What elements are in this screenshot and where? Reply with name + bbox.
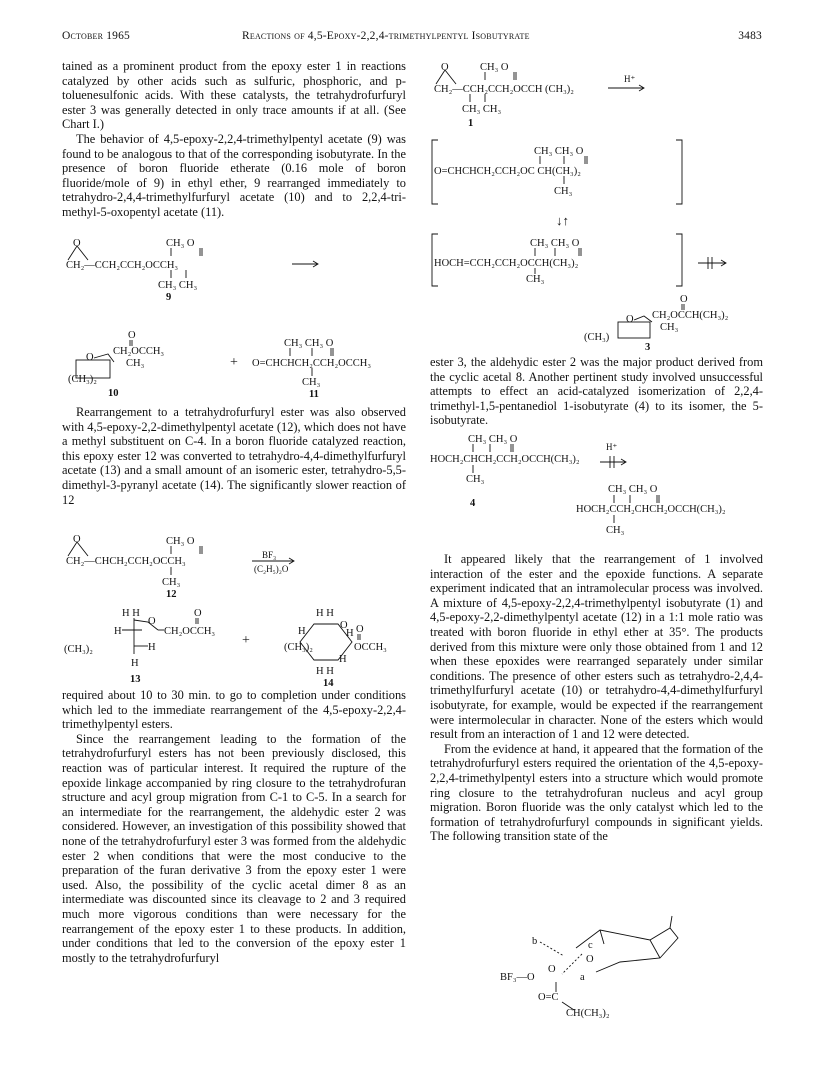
left-col-para-2: The behavior of 4,5-epoxy-2,2,4-trimethylpentyl acetate (9) was found to be analogous to that of the corresponding isobutyrate. In the presence of boron fluoride etherate (0.16 mole of boron fluoride/mole of 9) in ethyl ether, 9 rearranged immediately to tetrahydro-2,4,4-trimethylfurfuryl acetate (10) and to 2,2,4-tri-methyl-5-oxopentyl acetate (11). [62,131,406,219]
svg-text:1: 1 [468,118,474,129]
scheme-1 [430,54,763,136]
svg-text:CH₃ CH₃ O: CH₃ CH₃ O [468,434,518,445]
svg-text:10: 10 [108,388,119,399]
svg-text:c: c [588,940,593,951]
left-col-para-1: tained as a prominent product from the epoxy ester 1 in reactions catalyzed by other acids such as sulfuric, phosphoric, and p-toluenesulfonic acids. With these catalysts, the tetrahydrofurfuryl ester 3 was generally detected in only trace amounts if at all. (See Chart I.) The behavior of 4,5-epoxy-2,2,4-trimethylpentyl acetate (9) was found to be analogous to that of the corresponding isobutyrate. In the presence of boron fluoride etherate (0.16 mole of boron fluoride/mole of 9) in ethyl ether, 9 rearranged immediately to tetrahydro-2,4,4-trimethylfurfuryl acetate (10) and to 2,2,4-tri-methyl-5-oxopentyl acetate (11). [62,59,406,219]
svg-text:(CH₃)₂: (CH₃)₂ [68,374,97,385]
svg-text:HOCH₂CCH₂CHCH₂OCCH(CH₃)₂: HOCH₂CCH₂CHCH₂OCCH(CH₃)₂ [576,504,726,515]
header-title: Reactions of 4,5-Epoxy-2,2,4-trimethylpentyl Isobutyrate [242,30,530,42]
svg-text:O: O [148,616,156,627]
svg-text:CH₂—CHCH₂CCH₂OCCH₃: CH₂—CHCH₂CCH₂OCCH₃ [66,556,186,567]
left-col-para-3: Rearrangement to a tetrahydrofurfuryl ester was also observed with 4,5-epoxy-2,2-dimethylpentyl acetate (12), which does not have a methyl substituent on C-4. In a boron fluoride catalyzed reaction, this epoxy ester 12 was converted to tetrahydro-4,4-dimethylfurfuryl acetate (13) and a small amount of an isomeric ester, tetrahydro-5,5-dimethyl-3-pyranyl acetate (14). The significantly slower reaction of 12 [62,405,406,507]
svg-text:CH₂OCCH₃: CH₂OCCH₃ [164,626,216,637]
svg-text:13: 13 [130,674,141,685]
svg-text:CH₃: CH₃ [526,274,545,285]
right-col-para-1: ester 3, the aldehydic ester 2 was the major product derived from the cyclic acetal 8. Another pertinent study involved unsuccessful attempts to effect an acid-catalyzed isomerization of 2,2,4-trimethyl-1,5-pentanediol 1-isobutyrate (4) to its isomer, the 5-isobutyrate. [430,355,763,428]
svg-text:CH₃ O: CH₃ O [166,238,195,249]
svg-text:H: H [131,658,139,669]
svg-text:CH₂—CCH₂CCH₂OCCH (CH₃)₂: CH₂—CCH₂CCH₂OCCH (CH₃)₂ [434,84,574,95]
svg-text:+: + [230,355,238,370]
svg-text:O: O [548,964,556,975]
svg-text:CH₃ CH₃: CH₃ CH₃ [158,280,198,291]
scheme-10-11 [62,326,406,402]
svg-text:O: O [194,608,202,619]
svg-text:HOCH₂CHCH₂CCH₂OCCH(CH₃)₂: HOCH₂CHCH₂CCH₂OCCH(CH₃)₂ [430,454,580,465]
svg-text:H: H [114,626,122,637]
svg-text:CH₃ O: CH₃ O [480,62,509,73]
svg-text:BF₃—O: BF₃—O [500,972,535,983]
right-col-para-3: From the evidence at hand, it appeared that the formation of the tetrahydrofurfuryl esters required the orientation of the 4,5-epoxy-2,2,4-trimethylpentyl esters into a structure which would promote ring closure to the tetrahydrofuran nucleus and acyl group migration. Boron fluoride was the only catalyst which led to the formation of tetrahydrofurfuryl compounds in significant yields. The following transition state of the [430,741,763,844]
svg-text:(CH₃)₂: (CH₃)₂ [284,642,313,653]
svg-text:CH₃ CH₃ O: CH₃ CH₃ O [530,238,580,249]
svg-text:OCCH₃: OCCH₃ [354,642,387,653]
svg-text:CH₃: CH₃ [660,322,679,333]
svg-text:b: b [532,936,538,947]
svg-text:3: 3 [645,342,651,353]
svg-text:O: O [86,352,94,363]
page-number: 3483 [738,30,762,42]
svg-text:O: O [626,314,634,325]
left-col-para-5: Since the rearrangement leading to the formation of the tetrahydrofurfuryl esters has not been previously disclosed, this reaction was of particular interest. It required the rupture of the epoxide linkage accompanied by ring closure to the tetrahydrofuran structure and acyl group migration from C-1 to C-5. In a search for an intermediate for the rearrangement, the aldehydic ester 2 was considered. However, an investigation of this possibility showed that none of the tetrahydrofurfuryl ester 3 was formed from the aldehydic ester 2 when conditions that were the most conducive to the preparation of the furan derivative 3 from the epoxy ester 1 were used. Also, the possibility of the cyclic acetal dimer 8 as an intermediate was discounted since its cleavage to 2 and 3 required much more vigorous conditions than were necessary for the rearrangement of the epoxy ester 1 to these products. In addition, under conditions that led to the conversion of the epoxy ester 1 mostly to the tetrahydrofurfuryl [62,731,406,965]
svg-text:CH₃ O: CH₃ O [166,536,195,547]
scheme-9 [62,236,406,302]
svg-text:+: + [242,633,250,648]
transition-state [500,908,700,1018]
svg-text:H: H [148,642,156,653]
svg-text:CH₃: CH₃ [126,358,145,369]
svg-text:14: 14 [323,678,334,689]
svg-text:CH₃: CH₃ [302,377,321,388]
svg-text:H: H [339,654,347,665]
intermediate-a [430,136,763,212]
svg-text:4: 4 [470,498,476,509]
svg-text:O: O [128,330,136,341]
svg-text:H H: H H [316,666,334,677]
svg-text:O: O [441,62,449,73]
svg-text:11: 11 [309,389,319,400]
s9-epoxide-o: O [73,238,81,249]
svg-text:CH₃: CH₃ [606,525,625,536]
svg-text:O: O [73,534,81,545]
scheme-3 [430,292,763,352]
svg-text:O: O [340,620,348,631]
svg-text:CH₃: CH₃ [466,474,485,485]
equilibrium-arrows [550,210,580,230]
intermediate-b [430,230,763,292]
header-date: October 1965 [62,30,130,42]
svg-text:CH₂—CCH₂CCH₂OCCH₃: CH₂—CCH₂CCH₂OCCH₃ [66,260,179,271]
svg-text:CH₃ CH₃ O: CH₃ CH₃ O [284,338,334,349]
svg-text:CH₃ CH₃ O: CH₃ CH₃ O [534,146,584,157]
svg-text:H H: H H [122,608,140,619]
svg-text:H⁺: H⁺ [606,442,618,452]
svg-text:H: H [346,628,354,639]
svg-text:CH₃ CH₃: CH₃ CH₃ [462,104,502,115]
svg-text:a: a [580,972,585,983]
scheme-13-14 [62,604,406,689]
svg-text:HOCH=CCH₂CCH₂OCCH(CH₃)₂: HOCH=CCH₂CCH₂OCCH(CH₃)₂ [434,258,579,269]
svg-text:O=CHCHCH₂CCH₂OC CH(CH₃)₂: O=CHCHCH₂CCH₂OC CH(CH₃)₂ [434,166,581,177]
svg-text:CH₃ CH₃ O: CH₃ CH₃ O [608,484,658,495]
svg-text:↓↑: ↓↑ [556,213,569,228]
svg-text:(CH₃): (CH₃) [584,332,610,343]
scheme-12 [62,532,406,602]
svg-text:(C₂H₅)₂O: (C₂H₅)₂O [254,564,289,574]
svg-text:O: O [356,624,364,635]
svg-text:O: O [586,954,594,965]
left-col-para-4: required about 10 to 30 min. to go to completion under conditions which led to the immediate rearrangement of the 4,5-epoxy-2,2,4-trimethylpentyl esters. Since the rearrangement leading to the formation of the tetrahydrofurfuryl esters has not been previously disclosed, this reaction was of particular interest. It required the rupture of the epoxide linkage accompanied by ring closure to the tetrahydrofuran structure and acyl group migration from C-1 to C-5. In a search for an intermediate for the rearrangement, the aldehydic ester 2 was considered. However, an investigation of this possibility showed that none of the tetrahydrofurfuryl ester 3 was formed from the aldehydic ester 2 when conditions that were the most conducive to the preparation of the furan derivative 3 from the epoxy ester 1 were used. Also, the possibility of the cyclic acetal dimer 8 as an intermediate was discounted since its cleavage to 2 and 3 required much more vigorous conditions than were necessary for the rearrangement of the epoxy ester 1 to these products. In addition, under conditions that led to the conversion of the epoxy ester 1 mostly to the tetrahydrofurfuryl [62,688,406,965]
svg-text:O=C: O=C [538,992,559,1003]
svg-text:BF₃: BF₃ [262,550,277,560]
svg-text:12: 12 [166,589,177,600]
svg-text:CH₂OCCH₃: CH₂OCCH₃ [113,346,165,357]
svg-text:CH₃: CH₃ [554,186,573,197]
svg-text:CH(CH₃)₂: CH(CH₃)₂ [566,1008,610,1019]
running-header [62,30,762,48]
svg-text:CH₃: CH₃ [162,577,181,588]
svg-text:9: 9 [166,292,172,303]
svg-text:O: O [680,294,688,305]
svg-text:CH₂OCCH(CH₃)₂: CH₂OCCH(CH₃)₂ [652,310,729,321]
svg-text:H⁺: H⁺ [624,74,636,84]
svg-text:H: H [298,626,306,637]
right-col-para-2: It appeared likely that the rearrangement of 1 involved interaction of the ester and the epoxide functions. A separate experiment indicated that an intramolecular process was involved. A mixture of 4,5-epoxy-2,2,4-trimethylpentyl isobutyrate (1) and 4,5-epoxy-2,2-dimethylpentyl acetate (12) in a 1:1 mole ratio was treated with boron fluoride in ethyl ether at 35°. The products derived from this mixture were only those obtained from 1 and 12 when these epoxides were rearranged separately under similar conditions. The presence of other esters such as tetrahydro-2,4,4-trimethylfurfuryl acetate (10) or tetrahydro-4,4-dimethylfurfuryl isobutyrate, for example, would be expected if the rearrangement were intermolecular in character. None of the esters which would result from an interaction of 1 and 12 were detected. From the evidence at hand, it appeared that the formation of the tetrahydrofurfuryl esters required the orientation of the 4,5-epoxy-2,2,4-trimethylpentyl esters into a structure which would promote ring closure to the tetrahydrofuran nucleus and acyl group migration. Boron fluoride was the only catalyst which led to the formation of tetrahydrofurfuryl compounds in significant yields. The following transition state of the [430,552,763,844]
svg-text:(CH₃)₂: (CH₃)₂ [64,644,93,655]
svg-text:O=CHCHCH₂CCH₂OCCH₃: O=CHCHCH₂CCH₂OCCH₃ [252,358,372,369]
scheme-4 [430,430,763,548]
svg-text:H H: H H [316,608,334,619]
